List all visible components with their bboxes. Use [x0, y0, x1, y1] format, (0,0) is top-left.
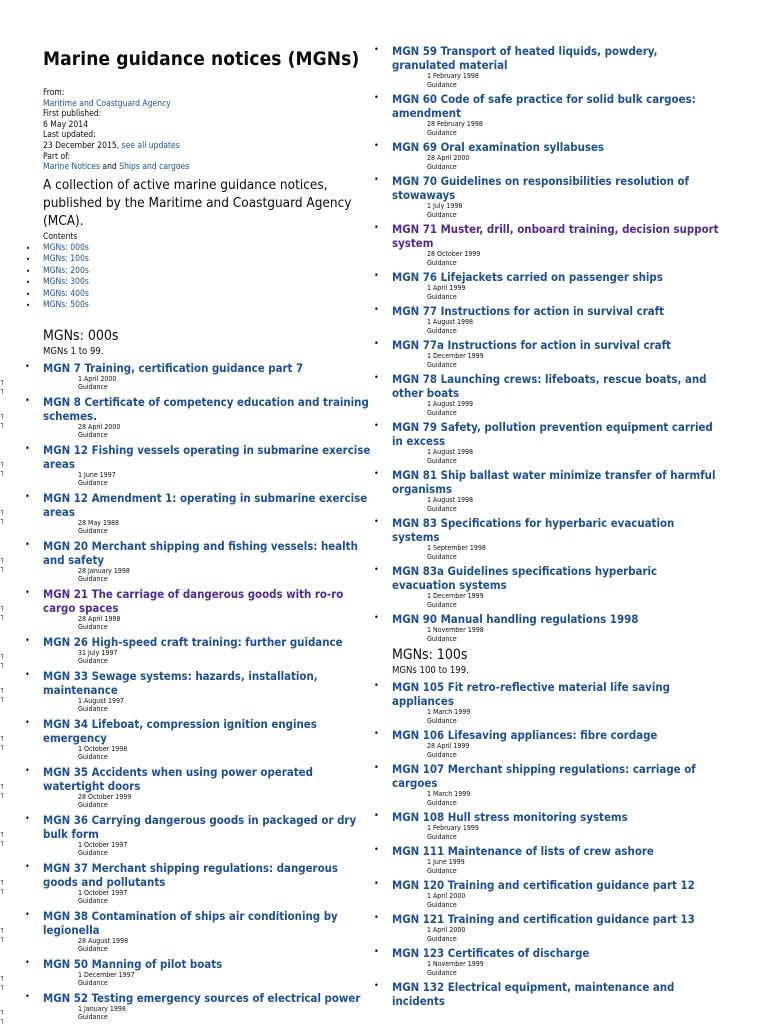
contents-link[interactable]: MGNs: 000s — [43, 242, 89, 253]
list-item — [1, 668, 373, 714]
bullet-icon: • — [374, 469, 379, 479]
mgn-list-100s — [374, 680, 722, 1008]
mgn-date: 1 March 1999 — [427, 790, 471, 798]
bullet-icon: • — [25, 909, 30, 920]
mgn-title-link[interactable]: MGN 79 Safety, pollution prevention equipment carried in excess — [392, 420, 713, 448]
bracket-marker-icon: ┐ ┐ — [1, 732, 5, 750]
mgn-date: 1 February 1999 — [427, 824, 479, 832]
bullet-icon: • — [374, 175, 379, 185]
mgn-date: 28 August 1998 — [78, 936, 129, 945]
mgn-date: 28 May 1988 — [78, 518, 120, 527]
mgn-document-type: Guidance — [427, 552, 457, 561]
page-title: Marine guidance notices (MGNs) — [43, 48, 360, 70]
mgn-date: 1 April 2000 — [427, 926, 466, 934]
mgn-document-type: Guidance — [78, 801, 108, 810]
mgn-title-link[interactable]: MGN 60 Code of safe practice for solid bulk cargoes: amendment — [392, 92, 696, 120]
bracket-marker-icon: ┐ ┐ — [1, 780, 5, 798]
right-column — [374, 44, 722, 1011]
bracket-marker-icon: ┐ ┐ — [1, 650, 5, 668]
mgn-document-type: Guidance — [78, 383, 108, 392]
mgn-document-type: Guidance — [427, 968, 457, 977]
mgn-date: 1 January 1998 — [78, 1004, 126, 1013]
mgn-document-type: Guidance — [427, 716, 457, 725]
mgn-title-link[interactable]: MGN 120 Training and certification guidance part 12 — [392, 878, 695, 892]
bullet-icon: • — [374, 845, 379, 855]
mgn-document-type: Guidance — [427, 128, 457, 137]
mgn-title-link[interactable]: MGN 83 Specifications for hyperbaric evacuation systems — [392, 516, 675, 544]
bracket-marker-icon: ┐ ┐ — [1, 410, 5, 428]
list-item — [1, 538, 373, 584]
mgn-title-link[interactable]: MGN 78 Launching crews: lifeboats, rescue boats, and other boats — [392, 372, 707, 400]
section-subtitle-100s: MGNs 100 to 199. — [392, 665, 469, 676]
list-item — [1, 990, 373, 1024]
mgn-title-link[interactable]: MGN 8 Certificate of competency education and training schemes. — [43, 394, 369, 423]
last-updated-label: Last updated: — [43, 130, 96, 141]
mgn-title-link[interactable]: MGN 77a Instructions for action in survival craft — [392, 338, 671, 352]
mgn-date: 1 February 1998 — [427, 72, 479, 80]
first-published-label: First published: — [43, 109, 102, 120]
list-item — [374, 516, 722, 561]
mgn-date: 28 October 1999 — [427, 250, 481, 258]
mgn-document-type: Guidance — [78, 527, 108, 536]
bullet-icon: • — [374, 763, 379, 773]
contents-item — [43, 254, 373, 266]
mgn-title-link[interactable]: MGN 108 Hull stress monitoring systems — [392, 810, 628, 824]
list-item — [1, 812, 373, 858]
mgn-title-link[interactable]: MGN 105 Fit retro-reflective material life saving appliances — [392, 680, 671, 708]
section-heading-000s: MGNs: 000s — [43, 327, 119, 344]
mgn-title-link[interactable]: MGN 36 Carrying dangerous goods in packaged or dry bulk form — [43, 812, 357, 841]
bullet-icon: • — [374, 305, 379, 315]
bullet-icon: • — [374, 681, 379, 691]
contents-item — [43, 243, 373, 255]
mgn-title-link[interactable]: MGN 12 Fishing vessels operating in submarine exercise areas — [43, 442, 371, 471]
bullet-icon: • — [25, 443, 30, 454]
bracket-marker-icon: ┐ ┐ — [1, 506, 5, 524]
mgn-date: 1 April 1999 — [427, 284, 466, 292]
left-column — [1, 44, 373, 1025]
mgn-title-link[interactable]: MGN 77 Instructions for action in survival craft — [392, 304, 665, 318]
list-item — [1, 764, 373, 810]
bullet-icon: • — [25, 957, 30, 968]
mgn-date: 1 October 1998 — [78, 744, 128, 753]
list-item — [374, 810, 722, 841]
list-item — [374, 338, 722, 369]
mgn-document-type: Guidance — [78, 431, 108, 440]
contents-label: Contents — [43, 231, 78, 242]
bullet-icon: • — [374, 517, 379, 527]
mgn-document-type: Guidance — [427, 292, 457, 301]
mgn-document-type: Guidance — [427, 866, 457, 875]
mgn-document-type: Guidance — [427, 258, 457, 267]
bullet-icon: • — [374, 141, 379, 151]
mgn-document-type: Guidance — [78, 897, 108, 906]
list-item — [1, 634, 373, 668]
bracket-marker-icon: ┐ ┐ — [1, 828, 5, 846]
mgn-document-type: Guidance — [78, 657, 108, 666]
bullet-icon: • — [374, 339, 379, 349]
mgn-document-type: Guidance — [427, 934, 457, 943]
mgn-title-link[interactable]: MGN 52 Testing emergency sources of electrical power — [43, 990, 361, 1005]
bullet-icon: • — [374, 811, 379, 821]
bracket-marker-icon: ┐ ┐ — [1, 376, 5, 394]
bullet-icon: • — [25, 813, 30, 824]
mgn-title-link[interactable]: MGN 111 Maintenance of lists of crew ashore — [392, 844, 654, 858]
list-item — [374, 174, 722, 219]
list-item — [1, 956, 373, 990]
mgn-date: 1 September 1998 — [427, 544, 486, 552]
bullet-icon: • — [374, 879, 379, 889]
list-item — [374, 420, 722, 465]
mgn-date: 1 June 1997 — [78, 470, 116, 479]
mgn-document-type: Guidance — [427, 408, 457, 417]
list-item — [374, 468, 722, 513]
mgn-date: 1 October 1997 — [78, 888, 128, 897]
list-item — [374, 44, 722, 89]
bullet-icon: • — [25, 587, 30, 598]
mgn-title-link[interactable]: MGN 21 The carriage of dangerous goods with ro-ro cargo spaces — [43, 586, 344, 615]
bracket-marker-icon: ┐ ┐ — [1, 458, 5, 476]
mgn-title-link[interactable]: MGN 76 Lifejackets carried on passenger ships — [392, 270, 663, 284]
mgn-title-link[interactable]: MGN 69 Oral examination syllabuses — [392, 140, 605, 154]
marine-notices-link[interactable]: Marine Notices — [43, 162, 100, 173]
bullet-icon: • — [25, 991, 30, 1002]
list-item — [374, 878, 722, 909]
mgn-date: 28 April 1999 — [427, 742, 470, 750]
mgn-title-link[interactable]: MGN 59 Transport of heated liquids, powdery, granulated material — [392, 44, 658, 72]
list-item — [374, 92, 722, 137]
list-item — [1, 394, 373, 440]
mgn-title-link[interactable]: MGN 106 Lifesaving appliances: fibre cordage — [392, 728, 658, 742]
list-item — [1, 908, 373, 954]
bullet-icon: • — [374, 223, 379, 233]
list-item — [374, 270, 722, 301]
contents-link[interactable]: MGNs: 200s — [43, 265, 89, 276]
mgn-title-link[interactable]: MGN 26 High-speed craft training: further guidance — [43, 634, 343, 649]
bracket-marker-icon: ┐ ┐ — [1, 684, 5, 702]
mgn-title-link[interactable]: MGN 90 Manual handling regulations 1998 — [392, 612, 639, 626]
mgn-title-link[interactable]: MGN 83a Guidelines specifications hyperbaric evacuation systems — [392, 564, 658, 592]
bullet-icon: • — [374, 613, 379, 623]
list-item — [374, 680, 722, 725]
mgn-list-000s — [1, 360, 373, 1024]
mgn-date: 1 June 1999 — [427, 858, 465, 866]
mgn-title-link[interactable]: MGN 81 Ship ballast water minimize transfer of harmful organisms — [392, 468, 716, 496]
part-of-and: and — [102, 162, 117, 173]
mgn-list-000s-continued — [374, 44, 722, 643]
bracket-marker-icon: ┐ ┐ — [1, 1006, 5, 1024]
mgn-date: 1 August 1998 — [427, 496, 474, 504]
contents-link[interactable]: MGNs: 400s — [43, 288, 89, 299]
bullet-icon: • — [374, 913, 379, 923]
bullet-icon: • — [25, 765, 30, 776]
contents-item — [43, 277, 373, 289]
from-label: From: — [43, 88, 65, 98]
mgn-date: 1 August 1998 — [427, 448, 474, 456]
bullet-icon: • — [25, 491, 30, 502]
mgn-document-type: Guidance — [427, 360, 457, 369]
bullet-icon: • — [374, 565, 379, 575]
mgn-title-link[interactable]: MGN 121 Training and certification guidance part 13 — [392, 912, 695, 926]
mgn-document-type: Guidance — [78, 575, 108, 584]
list-item — [374, 980, 722, 1008]
mgn-document-type: Guidance — [427, 634, 457, 643]
mgn-document-type: Guidance — [78, 623, 108, 632]
mgn-title-link[interactable]: MGN 34 Lifeboat, compression ignition engines emergency — [43, 716, 317, 745]
mgn-title-link[interactable]: MGN 50 Manning of pilot boats — [43, 956, 223, 971]
mgn-date: 1 October 1997 — [78, 840, 128, 849]
list-item — [374, 728, 722, 759]
mgn-title-link[interactable]: MGN 70 Guidelines on responsibilities resolution of stowaways — [392, 174, 689, 202]
mgn-document-type: Guidance — [427, 750, 457, 759]
bullet-icon: • — [25, 669, 30, 680]
list-item — [1, 360, 373, 394]
mgn-date: 1 April 2000 — [427, 892, 466, 900]
mgn-date: 28 April 2000 — [427, 154, 470, 162]
contents-list — [43, 243, 373, 312]
list-item — [374, 372, 722, 417]
section-heading-100s: MGNs: 100s — [392, 647, 468, 663]
list-item — [374, 612, 722, 643]
mgn-document-type: Guidance — [427, 456, 457, 465]
mgn-date: 1 August 1999 — [427, 400, 474, 408]
bracket-marker-icon: ┐ ┐ — [1, 924, 5, 942]
bullet-icon: • — [374, 93, 379, 103]
mgn-document-type: Guidance — [427, 798, 457, 807]
list-item — [1, 860, 373, 906]
list-item — [374, 844, 722, 875]
contents-item — [43, 266, 373, 278]
bullet-icon: • — [25, 395, 30, 406]
mgn-document-type: Guidance — [78, 1013, 108, 1022]
list-item — [374, 762, 722, 807]
list-item — [374, 946, 722, 977]
mgn-document-type: Guidance — [78, 705, 108, 714]
mgn-document-type: Guidance — [78, 945, 108, 954]
mgn-title-link[interactable]: MGN 37 Merchant shipping regulations: dangerous goods and pollutants — [43, 860, 339, 889]
mgn-document-type: Guidance — [427, 162, 457, 171]
list-item — [374, 140, 722, 171]
list-item — [374, 564, 722, 609]
contents-link[interactable]: MGNs: 100s — [43, 254, 89, 265]
mgn-date: 28 April 2000 — [78, 422, 121, 431]
bracket-marker-icon: ┐ ┐ — [1, 972, 5, 990]
mgn-document-type: Guidance — [78, 753, 108, 762]
mgn-title-link[interactable]: MGN 71 Muster, drill, onboard training, decision support system — [392, 222, 719, 250]
mgn-date: 1 August 1998 — [427, 318, 474, 326]
mgn-document-type: Guidance — [427, 600, 457, 609]
mgn-document-type: Guidance — [78, 979, 108, 988]
mgn-title-link[interactable]: MGN 33 Sewage systems: hazards, installation, maintenance — [43, 668, 318, 697]
mgn-title-link[interactable]: MGN 12 Amendment 1: operating in submarine exercise areas — [43, 490, 368, 519]
mgn-title-link[interactable]: MGN 107 Merchant shipping regulations: carriage of cargoes — [392, 762, 696, 790]
see-all-updates-link[interactable]: see all updates — [121, 140, 180, 151]
mgn-date: 1 December 1999 — [427, 592, 484, 600]
bullet-icon: • — [374, 421, 379, 431]
contents-item — [43, 300, 373, 312]
list-item — [374, 304, 722, 335]
mgn-date: 1 March 1999 — [427, 708, 471, 716]
list-item — [374, 222, 722, 267]
last-updated-value: 23 December 2015, — [43, 140, 120, 151]
list-item — [374, 912, 722, 943]
bullet-icon: • — [25, 717, 30, 728]
mgn-date: 28 April 1998 — [78, 614, 121, 623]
ships-cargoes-link[interactable]: Ships and cargoes — [119, 162, 190, 173]
bullet-icon: • — [374, 981, 379, 991]
mgn-document-type: Guidance — [78, 849, 108, 858]
bullet-icon: • — [25, 861, 30, 872]
bullet-icon: • — [374, 729, 379, 739]
bullet-icon: • — [374, 947, 379, 957]
collection-description: A collection of active marine guidance notices, published by the Maritime and Coastguard Agency (MCA). — [43, 176, 352, 229]
bullet-icon: • — [374, 271, 379, 281]
mgn-title-link[interactable]: MGN 38 Contamination of ships air conditioning by legionella — [43, 908, 338, 937]
mgn-date: 28 October 1999 — [78, 792, 132, 801]
mgn-title-link[interactable]: MGN 7 Training, certification guidance part 7 — [43, 360, 304, 375]
mgn-title-link[interactable]: MGN 20 Merchant shipping and fishing vessels: health and safety — [43, 538, 358, 567]
section-subtitle-000s: MGNs 1 to 99. — [43, 345, 104, 357]
mgn-document-type: Guidance — [427, 900, 457, 909]
bracket-marker-icon: ┐ ┐ — [1, 554, 5, 572]
list-item — [1, 716, 373, 762]
mgn-document-type: Guidance — [427, 504, 457, 513]
mgn-title-link[interactable]: MGN 123 Certificates of discharge — [392, 946, 590, 960]
mgn-date: 1 August 1997 — [78, 696, 125, 705]
list-item — [1, 490, 373, 536]
bullet-icon: • — [25, 635, 30, 646]
mgn-document-type: Guidance — [427, 210, 457, 219]
bracket-marker-icon: ┐ ┐ — [1, 602, 5, 620]
mgn-date: 1 November 1999 — [427, 960, 484, 968]
mgn-date: 1 December 1999 — [427, 352, 484, 360]
part-of-label: Part of: — [43, 151, 71, 162]
mgn-date: 31 July 1997 — [78, 648, 118, 657]
contents-link[interactable]: MGNs: 300s — [43, 277, 89, 288]
list-item — [1, 586, 373, 632]
mgn-document-type: Guidance — [78, 479, 108, 488]
mgn-document-type: Guidance — [427, 326, 457, 335]
mgn-document-type: Guidance — [427, 80, 457, 89]
mgn-title-link[interactable]: MGN 132 Electrical equipment, maintenance and incidents — [392, 980, 675, 1008]
contents-item — [43, 289, 373, 301]
mgn-title-link[interactable]: MGN 35 Accidents when using power operated watertight doors — [43, 764, 313, 793]
mgn-date: 1 April 2000 — [78, 374, 117, 383]
bullet-icon: • — [25, 539, 30, 550]
bullet-icon: • — [374, 373, 379, 383]
bracket-marker-icon: ┐ ┐ — [1, 876, 5, 894]
mgn-date: 28 January 1998 — [78, 566, 130, 575]
mgn-document-type: Guidance — [427, 832, 457, 841]
mgn-date: 1 December 1997 — [78, 970, 135, 979]
bullet-icon: • — [374, 45, 379, 55]
mgn-date: 1 November 1998 — [427, 626, 484, 634]
metadata — [43, 88, 373, 173]
contents-link[interactable]: MGNs: 500s — [43, 300, 89, 311]
list-item — [1, 442, 373, 488]
first-published-value: 6 May 2014 — [43, 119, 88, 130]
bullet-icon: • — [25, 361, 30, 372]
mgn-date: 28 February 1998 — [427, 120, 483, 128]
mgn-date: 1 July 1998 — [427, 202, 463, 210]
from-link[interactable]: Maritime and Coastguard Agency — [43, 98, 171, 109]
